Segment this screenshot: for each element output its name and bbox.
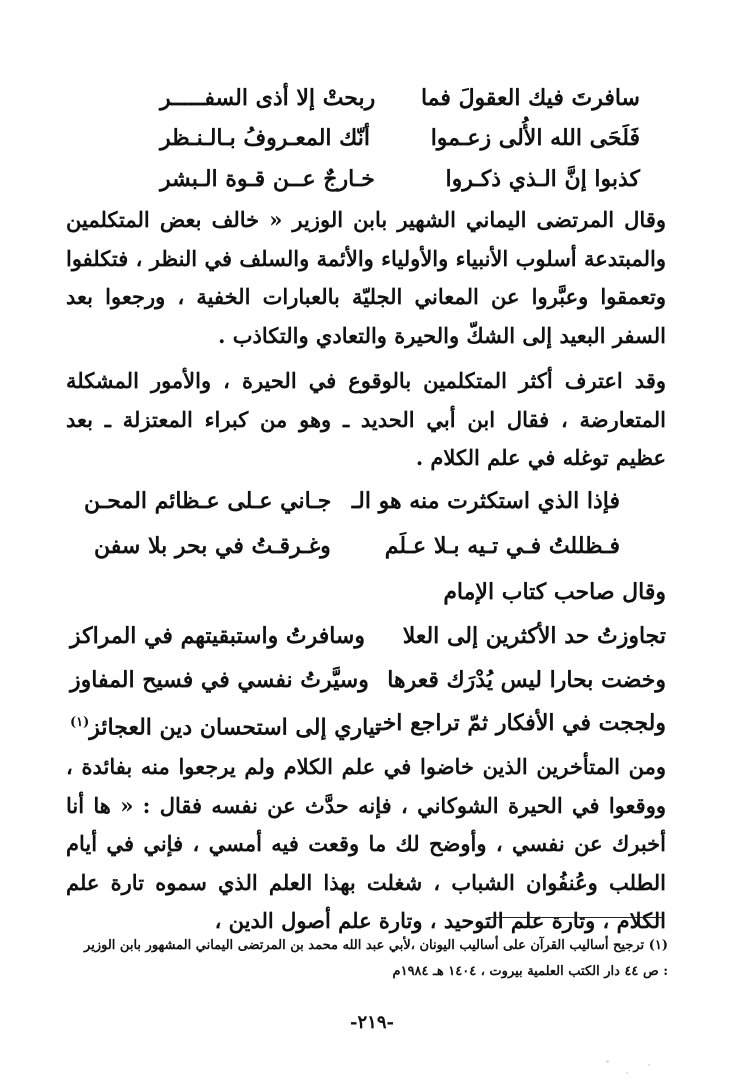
verse-line <box>120 120 640 160</box>
verse-second-hemistich <box>70 705 382 745</box>
verse-line <box>120 80 640 120</box>
verse-second-hemistich: جـاني عـلى عـظائم المحـن <box>84 488 332 514</box>
verse-second-hemistich: أنّك المعـروفُ بـالـنـظر <box>160 125 370 151</box>
verse-first-hemistich: كذبوا إنَّ الـذي ذكـروا <box>445 166 640 192</box>
verse-second-hemistich: وسيَّرتُ نفسي في فسيح المفاوز <box>70 667 369 693</box>
footnote-text: (١) ترجيح أساليب القرآن على أساليب اليونان ،لأبي عبد الله محمد بن المرتضى اليماني المشهور بابن الوزير : ص ٤٤ دار الكتب العلمية بيروت ، ١٤٠٤ هـ ١٩٨٤م <box>84 938 668 979</box>
body-paragraph: وقال المرتضى اليماني الشهير بابن الوزير « خالف بعض المتكلمين والمبتدعة أسلوب الأنبياء والأولياء والأئمة والسلف في النظر ، فتكلفوا وتعمقوا وعبَّروا عن المعاني الجليّة بالعبارات الخفية ، ورجعوا بعد السفر البعيد إلى الشكّ والحيرة والتعادي والتكاذب . <box>66 207 666 348</box>
verse-second-hemistich-text: تياري إلى استحسان دين العجائز <box>89 714 382 741</box>
verse-first-hemistich: فإذا الذي استكثرت منه هو الـ <box>351 488 620 514</box>
verse-second-hemistich: ربحتْ إلا أذى السفـــــر <box>160 85 376 111</box>
scan-speck <box>606 1060 609 1063</box>
verse-intro: وقال صاحب كتاب الإمام <box>443 579 666 605</box>
verse-line <box>70 705 666 745</box>
verse-line <box>70 618 666 658</box>
verse-second-hemistich: خـارجٌ عــن قـوة الـبشر <box>160 166 375 192</box>
verse-first-hemistich: سافرتَ فيك العقولَ فما <box>420 85 640 111</box>
verse-line <box>80 528 620 568</box>
scan-speck <box>626 1072 628 1074</box>
verse-first-hemistich: تجاوزتُ حد الأكثرين إلى العلا <box>402 623 666 649</box>
verse-intro-line <box>300 574 666 614</box>
footnote-marker: (١) <box>70 715 90 730</box>
verse-line <box>80 483 620 523</box>
verse-line <box>70 662 666 702</box>
verse-second-hemistich: وسافرتُ واستبقيتهم في المراكز <box>70 623 365 649</box>
verse-first-hemistich: فَلَحَى الله الأُلى زعـموا <box>430 125 640 151</box>
verse-first-hemistich: فـظللتُ فـي تـيه بـلا عـلَم <box>384 533 620 559</box>
verse-first-hemistich: وخضت بحارا ليس يُدْرَك قعرها <box>387 667 666 693</box>
body-paragraph: وقد اعترف أكثر المتكلمين بالوقوع في الحيرة ، والأمور المشكلة المتعارضة ، فقال ابن أبي الحديد ـ وهو من كبراء المعتزلة ـ بعد عظيم توغله في علم الكلام . <box>66 368 666 470</box>
page-number: -٢١٩- <box>350 1012 394 1033</box>
footnote-divider <box>488 917 662 918</box>
body-paragraph: ومن المتأخرين الذين خاضوا في علم الكلام ولم يرجعوا منه بفائدة ، ووقعوا في الحيرة الشوكاني ، فإنه حدَّث عن نفسه فقال : « ها أنا أخبرك عن نفسي ، وأوضح لك ما وقعت فيه أمسي ، فإني في أيام الطلب وعُنفُوان الشباب ، شغلت بهذا العلم الذي سموه تارة علم الكلام ، وتارة علم التوحيد ، وتارة علم أصول الدين ، <box>66 754 666 933</box>
verse-second-hemistich: وغـرقـتُ في بحر بلا سفن <box>94 533 331 559</box>
scan-speck <box>648 1064 650 1066</box>
verse-first-hemistich: ولججت في الأفكار ثمّ تراجع اخـ <box>376 710 666 736</box>
verse-line <box>120 161 640 201</box>
